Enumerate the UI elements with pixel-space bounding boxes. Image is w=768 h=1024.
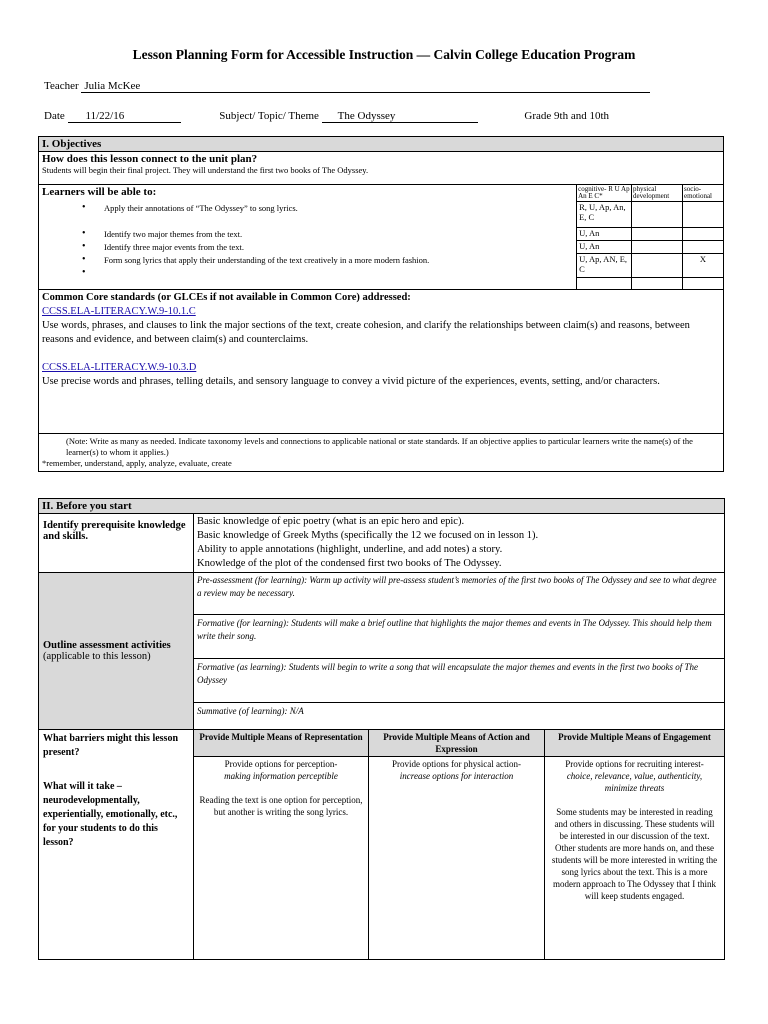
taxonomy-footnote: *remember, understand, apply, analyze, evaluate, create: [42, 458, 232, 468]
udl-text: making information perceptible: [224, 771, 338, 781]
page-title: Lesson Planning Form for Accessible Instruction — Calvin College Education Program: [132, 47, 636, 62]
phys-cell: [632, 254, 683, 278]
assessment-summative: Summative (of learning): N/A: [194, 703, 725, 730]
assessment-formative-as: Formative (as learning): Students will begin to write a song that will encapsulate the major themes and events in the first two books of The Odyssey: [194, 659, 725, 703]
udl-engagement-cell: [545, 757, 725, 960]
assessment-formative-for: Formative (for learning): Students will make a brief outline that highlights the major themes and events in The Odyssey. This should help them write their song.: [194, 615, 725, 659]
prereq-line: Ability to apple annotations (highlight, underline, and add notes) a story.: [197, 544, 503, 555]
phys-cell: [632, 228, 683, 241]
standard-description: Use precise words and phrases, telling details, and sensory language to convey a vivid picture of the experiences, events, setting, and/or characters.: [42, 376, 660, 387]
standard-link[interactable]: CCSS.ELA-LITERACY.W.9-10.1.C: [42, 306, 196, 317]
teacher-value: Julia McKee: [81, 80, 650, 93]
teacher-line: [44, 80, 650, 93]
socio-cell: X: [683, 254, 724, 278]
objective-item: • Form song lyrics that apply their understanding of the text creatively in a more modern fashion.: [104, 254, 573, 267]
cog-cell: U, An: [577, 228, 632, 241]
cog-cell: R, U, Ap, An, E, C: [577, 202, 632, 228]
objective-list: [42, 202, 573, 280]
grade-value: 9th and 10th: [554, 110, 610, 122]
assessment-sublabel: (applicable to this lesson): [43, 651, 151, 662]
udl-text: Some students may be interested in reading and others in discussing. These students will be interested in our discussion of the text. Other students are more hands on, and these students will be more interested in writing the song lyrics about the text. This is a more modern approach to The Odyssey that I think will keep students engaged.: [551, 807, 718, 901]
phys-cell: [632, 202, 683, 228]
subject-value: The Odyssey: [322, 110, 478, 123]
prereq-line: Knowledge of the plot of the condensed first two books of The Odyssey.: [197, 558, 502, 569]
assessment-label: Outline assessment activities: [43, 640, 171, 651]
before-header: II. Before you start: [39, 499, 725, 514]
socio-cell: [683, 278, 724, 290]
date-label: Date: [44, 110, 65, 122]
socio-cell: [683, 228, 724, 241]
udl-text: increase options for interaction: [399, 771, 514, 781]
udl-action-cell: [369, 757, 545, 960]
udl-engagement-header: Provide Multiple Means of Engagement: [545, 730, 725, 757]
udl-text: Provide options for recruiting interest-: [565, 759, 704, 769]
col-cognitive: cognitive- R U Ap An E C*: [578, 185, 630, 200]
objectives-note: (Note: Write as many as needed. Indicate taxonomy levels and connections to applicable national or state standards. If an objective applies to particular learners write the name(s) of the learner(s) to whom it applies.): [66, 436, 693, 457]
connect-answer: Students will begin their final project. They will understand the first two books of The Odyssey.: [42, 165, 369, 175]
phys-cell: [632, 278, 683, 290]
objective-item: • Apply their annotations of “The Odyssey” to song lyrics.: [104, 202, 573, 228]
objective-item: • Identify three major events from the text.: [104, 241, 573, 254]
cog-cell: U, Ap, AN, E, C: [577, 254, 632, 278]
objectives-table: [38, 136, 724, 472]
standard-description: Use words, phrases, and clauses to link the major sections of the text, create cohesion, and clarify the relationships between claim(s) and reasons, between reasons and evidence, and between claim(s) and counterclaims.: [42, 320, 690, 345]
barriers-question: What barriers might this lesson present?: [43, 733, 178, 758]
neuro-question: What will it take – neurodevelopmentally, experientially, emotionally, etc., for your students to do this lesson?: [43, 781, 178, 848]
udl-action-header: Provide Multiple Means of Action and Expression: [369, 730, 545, 757]
date-line: [44, 110, 724, 123]
learners-label: Learners will be able to:: [42, 186, 157, 198]
before-table: [38, 498, 725, 960]
objectives-header: I. Objectives: [39, 137, 724, 152]
col-physical: physical development: [632, 185, 683, 202]
prereq-label: Identify prerequisite knowledge and skills.: [39, 514, 194, 573]
connect-question: How does this lesson connect to the unit plan?: [42, 153, 258, 165]
col-socio: socio-emotional: [683, 185, 724, 202]
udl-representation-header: Provide Multiple Means of Representation: [194, 730, 369, 757]
teacher-label: Teacher: [44, 80, 79, 92]
prereq-cell: [194, 514, 725, 573]
date-value: 11/22/16: [68, 110, 181, 123]
udl-text: Provide options for perception-: [224, 759, 338, 769]
udl-text: choice, relevance, value, authenticity, minimize threats: [566, 771, 703, 793]
cog-cell: U, An: [577, 241, 632, 254]
udl-representation-cell: [194, 757, 369, 960]
udl-text: Provide options for physical action-: [392, 759, 521, 769]
grade-label: Grade: [524, 110, 552, 122]
cog-cell: [577, 278, 632, 290]
assessment-pre: Pre-assessment (for learning): Warm up activity will pre-assess student’s memories of the first two books of The Odyssey and see to what degree a review may be necessary.: [194, 573, 725, 615]
objective-item: [104, 267, 573, 280]
udl-text: Reading the text is one option for perception, but another is writing the song lyrics.: [199, 795, 363, 817]
common-core-label: Common Core standards (or GLCEs if not available in Common Core) addressed:: [42, 292, 411, 303]
subject-label: Subject/ Topic/ Theme: [219, 110, 319, 122]
objective-item: • Identify two major themes from the text.: [104, 228, 573, 241]
standard-link[interactable]: CCSS.ELA-LITERACY.W.9-10.3.D: [42, 362, 197, 373]
prereq-line: Basic knowledge of epic poetry (what is an epic hero and epic).: [197, 516, 465, 527]
prereq-line: Basic knowledge of Greek Myths (specifically the 12 we focused on in lesson 1).: [197, 530, 539, 541]
phys-cell: [632, 241, 683, 254]
socio-cell: [683, 202, 724, 228]
socio-cell: [683, 241, 724, 254]
